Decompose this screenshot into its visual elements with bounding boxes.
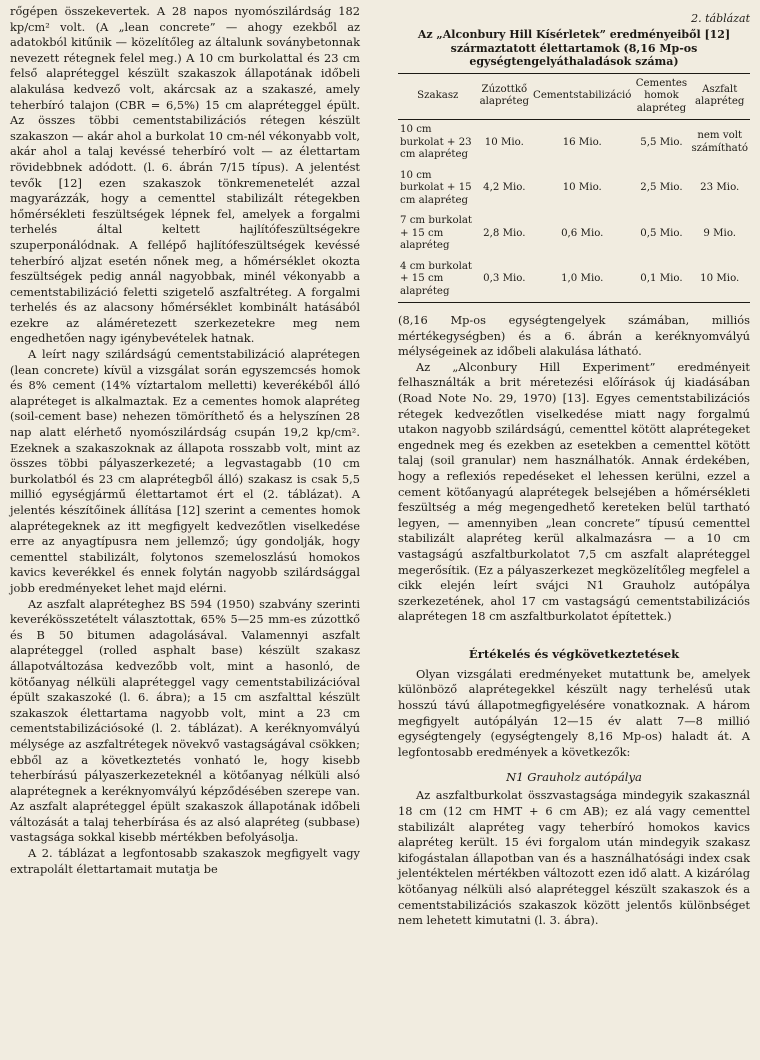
body-paragraph: Olyan vizsgálati eredményeket mutattunk be, amelyek különböző alaprétegekkel készült nagy terhelésű utak hosszú távú állapotmegfigyelésére vonatkoznak. A három megfigyelt autópályán 12—15 év alatt 7—8 millió egységtengely (egységtengely 8,16 Mp-os) haladt át. A legfontosabb eredmények a következők:	[398, 666, 750, 759]
table-row	[398, 211, 750, 257]
body-paragraph: rőgépen összekevertek. A 28 napos nyomószilárdság 182 kp/cm² volt. (A „lean concrete” — ahogy ezekből az adatokból kitűnik — közelítőleg az általunk soványbetonnak nevezett rétegnek felel meg.) A 10 cm burkolattal és 23 cm felső alapréteggel készült szakaszok állapotának időbeli alakulása kedvező volt, akárcsak az a szakaszé, amely teherbíró talajon (CBR = 6,5%) 15 cm alapréteggel épült. Az összes többi cementstabilizációs rétegen készült szakaszon — akár ahol a burkolat 10 cm-nél vékonyabb volt, akár ahol a talaj kevéssé teherbíró volt — az élettartam rövidebbnek adódott. (l. 6. ábrán 7/15 típus). A jelentést tevők [12] ezen szakaszok tönkremenetelét azzal magyarázzák, hogy a cementtel stabilizált rétegekben hőmérsékleti feszültségek lépnek fel, amelyek a forgalmi terhelés által keltett hajlítófeszültségekre szuperponálódnak. A fellépő hajlítófeszültségek kevéssé teherbíró aljzat esetén nőnek meg, a hőmérséklet okozta feszültségek pedig annál nagyobbak, minél vékonyabb a cementstabilizáció feletti szigetelő aszfaltréteg. A forgalmi terhelés és az alacsony hőmérséklet kombinált hatásából ezekre az aláméretezett szerkezetekre meg nem engedhetően nagy igénybevételek hatnak.	[10, 4, 360, 346]
table-header-cell: Cementstabilizáció	[533, 90, 632, 101]
body-paragraph: Az aszfalt alapréteghez BS 594 (1950) szabvány szerinti keverékösszetételt választottak, 65% 5—25 mm-es zúzottkő és B 50 bitumen adagolásával. Valamennyi aszfalt alapréteggel (rolled asphalt base) készült szakasz állapotváltozása kedvezőbb volt, mint a hasonló, de kötőanyag nélküli alapréteggel vagy cementstabilizációval épült szakaszoké (l. 6. ábra); a 15 cm aszfalttal készült szakaszok élettartama nagyobb volt, mint a 23 cm cementstabilizációsoké (l. 2. táblázat). A keréknyomvályú mélysége az aszfaltrétegek növekvő vastagságával csökken; ebből az a következtetés vonható le, hogy kisebb teherbírású pályaszerkezeteknél a kötőanyag nélküli alsó alaprétegnek a keréknyomvályú képződésében szerepe van. Az aszfalt alapréteggel épült szakaszok állapotának időbeli változását a talaj teherbírása és az alsó alapréteg (subbase) vastagsága sokkal kisebb mértékben befolyásolja.	[10, 596, 360, 845]
table-cell: nem volt számítható	[691, 130, 748, 154]
table-cell: 0,6 Mio.	[561, 227, 604, 239]
table-cell: 5,5 Mio.	[640, 136, 683, 148]
table-cell: 10 cm burkolat + 23 cm alapréteg	[400, 124, 472, 160]
body-paragraph: Az „Alconbury Hill Experiment” eredményeit felhasználták a brit méretezési előírások új kiadásában (Road Note No. 29, 1970) [13]. Egyes cementstabilizációs rétegek kedvezőtlen viselkedése miatt nagy forgalmú utakon nagyobb szilárdságú, cementtel kötött alaprétegeket engednek meg és ezekben az esetekben a cementtel kötött talaj (soil granular) nem használhatók. Annak érdekében, hogy a reflexiós repedéseket el lehessen kerülni, ezzel a cement kötőanyagú alaprétegek belsejében a hőmérsékleti feszültség a még megengedhető kereteken belül tartható legyen, — amennyiben „lean concrete” típusú cementtel stabilizált alapréteg kerül alkalmazásra — a 10 cm vastagságú aszfaltburkolatot 7,5 cm aszfalt alapréteggel megerősítik. (Ez a pályaszerkezet megközelítőleg megfelel a cikk elején leírt svájci N1 Grauholz autópálya szerkezetének, ahol 17 cm vastagságú cementstabilizációs alaprétegen 18 cm aszfaltburkolatot építettek.)	[398, 359, 750, 624]
table-cell: 4,2 Mio.	[483, 182, 526, 193]
table-cell: 16 Mio.	[562, 136, 602, 148]
table-header-cell: Zúzottkő alapréteg	[479, 83, 530, 108]
left-column	[10, 4, 360, 877]
table-cell: 9 Mio.	[703, 227, 737, 239]
table-cell: 2,8 Mio.	[483, 227, 526, 239]
table-cell: 0,1 Mio.	[640, 273, 683, 284]
subsection-heading: N1 Grauholz autópálya	[506, 770, 642, 785]
table-cell: 10 Mio.	[484, 136, 524, 148]
body-paragraph: Az aszfaltburkolat összvastagsága mindegyik szakasznál 18 cm (12 cm HMT + 6 cm AB); ez alá vagy cementtel stabilizált alapréteg vagy teherbíró homokos kavics alapréteg került. 15 évi forgalom után mindegyik szakasz kifogástalan állapotban van és a használhatósági index csak jelentéktelen mértékben változott ezen idő alatt. A kizárólag kötőanyag nélküli alsó alapréteggel készült szakaszok és a cementstabilizációs szakaszok között jelentős különbséget nem lehetett kimutatni (l. 3. ábra).	[398, 788, 750, 928]
table-cell: 10 Mio.	[700, 273, 740, 284]
body-paragraph: A 2. táblázat a legfontosabb szakaszok megfigyelt vagy extrapolált élettartamait mutatja be	[10, 846, 360, 876]
table-cell: 23 Mio.	[700, 182, 740, 193]
table-cell: 2,5 Mio.	[640, 182, 683, 193]
table-title: Az „Alconbury Hill Kísérletek” eredményeiből [12] származtatott élettartamok (8,16 Mp-os egységtengelyáthaladások száma)	[417, 28, 731, 68]
table-row	[398, 166, 750, 212]
table-row	[398, 120, 750, 166]
lifetime-table	[398, 73, 750, 304]
table-cell: 10 cm burkolat + 15 cm alapréteg	[400, 169, 472, 206]
table-header-row	[398, 73, 750, 120]
table-cell: 1,0 Mio.	[561, 273, 604, 284]
table-header-cell: Cementes homok alapréteg	[635, 77, 688, 114]
table-cell: 0,5 Mio.	[640, 227, 683, 239]
table-number: 2. táblázat	[691, 12, 750, 25]
table-cell: 0,3 Mio.	[483, 273, 526, 284]
table-row	[398, 257, 750, 303]
right-column	[398, 4, 750, 929]
table-cell: 10 Mio.	[562, 182, 602, 193]
body-paragraph: A leírt nagy szilárdságú cementstabilizáció alaprétegen (lean concrete) kívül a vizsgálat során egyszemcsés homok és 8% cement (14% víztartalom melletti) keverékéből álló alapréteget is alkalmaztak. Ez a cementes homok alapréteg (soil-cement base) nehezen tömöríthető és a helyszínen 28 nap alatt elérhető nyomószilárdság csupán 19,2 kp/cm². Ezeknek a szakaszoknak az állapota rosszabb volt, mint az összes többi pályaszerkezeté; a legvastagabb (10 cm burkolatból és 23 cm alaprétegből álló) szakasz is csak 5,5 millió egységjármű élettartamot ért el (2. táblázat). A jelentés készítőinek állítása [12] szerint a cementes homok alaprétegeknek az itt megfigyelt kedvezőtlen viselkedése erre az anyagtípusra nem jellemző; úgy gondolják, hogy cementtel stabilizált, folytonos szemeloszlású homokos kavics keverékkel és ennek folytán nagyobb szilárdsággal jobb eredményeket lehet majd elérni.	[10, 347, 360, 595]
section-heading: Értékelés és végkövetkeztetések	[468, 646, 680, 661]
table-header-cell: Aszfalt alapréteg	[694, 83, 745, 108]
table-cell: 4 cm burkolat + 15 cm alapréteg	[400, 260, 473, 297]
table-header-cell: Szakasz	[417, 90, 459, 101]
table-cell: 7 cm burkolat + 15 cm alapréteg	[400, 215, 473, 251]
body-paragraph: (8,16 Mp-os egységtengelyek számában, milliós mértékegységben) és a 6. ábrán a keréknyomvályú mélységeinek az időbeli alakulása látható.	[398, 313, 750, 359]
